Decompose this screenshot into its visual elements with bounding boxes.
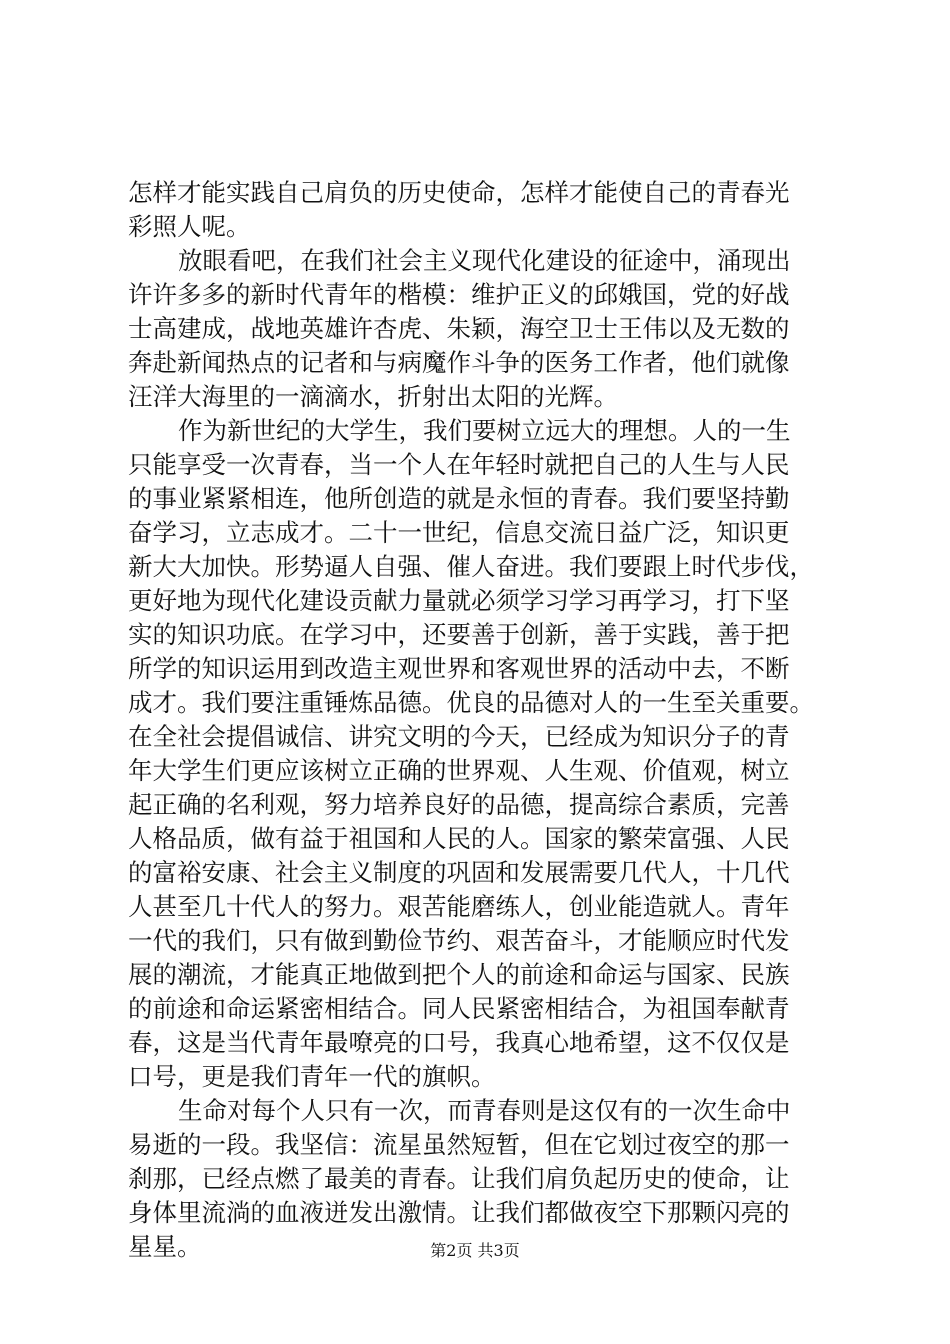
text-line: 在全社会提倡诚信、讲究文明的今天，已经成为知识分子的青 <box>128 722 790 751</box>
text-line: 奔赴新闻热点的记者和与病魔作斗争的医务工作者，他们就像 <box>128 348 790 377</box>
text-line: 作为新世纪的大学生，我们要树立远大的理想。人的一生 <box>178 416 791 445</box>
text-line: 人甚至几十代人的努力。艰苦能磨练人，创业能造就人。青年 <box>128 892 790 921</box>
text-line: 春，这是当代青年最嘹亮的口号，我真心地希望，这不仅仅是 <box>128 1028 790 1057</box>
text-line: 放眼看吧，在我们社会主义现代化建设的征途中，涌现出 <box>178 246 791 275</box>
text-line: 成才。我们要注重锤炼品德。优良的品德对人的一生至关重要。 <box>128 688 814 717</box>
text-line: 所学的知识运用到改造主观世界和客观世界的活动中去，不断 <box>128 654 790 683</box>
text-line: 展的潮流，才能真正地做到把个人的前途和命运与国家、民族 <box>128 960 790 989</box>
text-line: 一代的我们，只有做到勤俭节约、艰苦奋斗，才能顺应时代发 <box>128 926 790 955</box>
page-number-footer: 第2页 共3页 <box>430 1241 520 1260</box>
text-line: 口号，更是我们青年一代的旗帜。 <box>128 1062 496 1091</box>
text-line: 奋学习，立志成才。二十一世纪，信息交流日益广泛，知识更 <box>128 518 790 547</box>
text-line: 生命对每个人只有一次，而青春则是这仅有的一次生命中 <box>178 1096 791 1125</box>
text-line: 年大学生们更应该树立正确的世界观、人生观、价值观，树立 <box>128 756 790 785</box>
text-line: 新大大加快。形势逼人自强、催人奋进。我们要跟上时代步伐， <box>128 552 814 581</box>
text-line: 更好地为现代化建设贡献力量就必须学习学习再学习，打下坚 <box>128 586 790 615</box>
text-line: 汪洋大海里的一滴滴水，折射出太阳的光辉。 <box>128 382 618 411</box>
text-line: 只能享受一次青春，当一个人在年轻时就把自己的人生与人民 <box>128 450 790 479</box>
text-line: 起正确的名利观，努力培养良好的品德，提高综合素质，完善 <box>128 790 790 819</box>
text-line: 星星。 <box>128 1232 202 1261</box>
text-line: 人格品质，做有益于祖国和人民的人。国家的繁荣富强、人民 <box>128 824 790 853</box>
text-line: 怎样才能实践自己肩负的历史使命，怎样才能使自己的青春光 <box>128 178 790 207</box>
text-line: 实的知识功底。在学习中，还要善于创新，善于实践，善于把 <box>128 620 790 649</box>
text-line: 的事业紧紧相连，他所创造的就是永恒的青春。我们要坚持勤 <box>128 484 790 513</box>
text-line: 彩照人呢。 <box>128 212 251 241</box>
text-line: 刹那，已经点燃了最美的青春。让我们肩负起历史的使命，让 <box>128 1164 790 1193</box>
text-line: 身体里流淌的血液迸发出激情。让我们都做夜空下那颗闪亮的 <box>128 1198 790 1227</box>
text-line: 易逝的一段。我坚信：流星虽然短暂，但在它划过夜空的那一 <box>128 1130 790 1159</box>
text-line: 许许多多的新时代青年的楷模：维护正义的邱娥国，党的好战 <box>128 280 790 309</box>
document-body <box>128 176 832 1264</box>
text-line: 的前途和命运紧密相结合。同人民紧密相结合，为祖国奉献青 <box>128 994 790 1023</box>
text-line: 士高建成，战地英雄许杏虎、朱颖，海空卫士王伟以及无数的 <box>128 314 790 343</box>
text-line: 的富裕安康、社会主义制度的巩固和发展需要几代人，十几代 <box>128 858 790 887</box>
